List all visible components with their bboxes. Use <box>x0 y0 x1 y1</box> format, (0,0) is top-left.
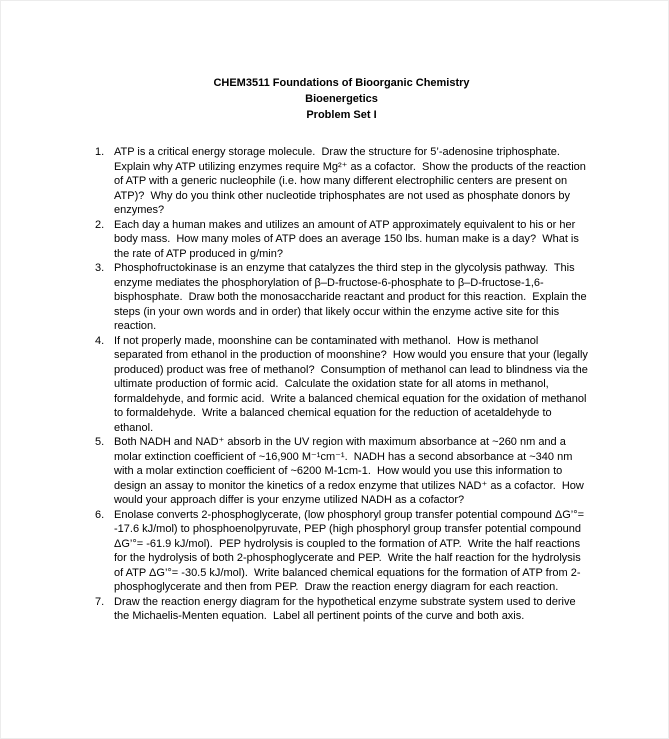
problem-text: Enolase converts 2-phosphoglycerate, (low phosphoryl group transfer potential compound ΔG’°= -17.6 kJ/mol) to phosphoenolpyruvate, PEP (high phosphoryl group transfer potential compound ΔG’°= -61.9 kJ/mol). PEP hydrolysis is coupled to the formation of ATP. Write the half reactions for the hydrolysis of both 2-phosphoglycerate and PEP. Write the half reaction for the hydrolysis of ATP ΔG’°= -30.5 kJ/mol). Write balanced chemical equations for the formation of ATP from 2-phosphoglycerate and then from PEP. Draw the reaction energy diagram for each reaction. <box>114 508 588 593</box>
problem-number: 5. <box>95 436 105 448</box>
problem-text: Both NADH and NAD⁺ absorb in the UV region with maximum absorbance at ~260 nm and a molar extinction coefficient of ~16,900 M⁻¹cm⁻¹. NADH has a second absorbance at ~340 nm with a molar extinction coefficient of ~6200 M-1cm-1. How would you use this information to design an assay to monitor the kinetics of a redox enzyme that utilizes NAD⁺ as a cofactor. How would your approach differ is your enzyme utilized NADH as a cofactor? <box>114 436 587 506</box>
problem-text: Phosphofructokinase is an enzyme that catalyzes the third step in the glycolysis pathway. This enzyme mediates the phosphorylation of β–D-fructose-6-phosphate to β–D-fructose-1,6-bisphosphate. Draw both the monosaccharide reactant and product for this reaction. Explain the steps (in your own words and in order) that likely occur within the enzyme active site for this reaction. <box>114 262 590 332</box>
problem-number: 6. <box>95 508 105 521</box>
problem-text: If not properly made, moonshine can be contaminated with methanol. How is methanol separated from ethanol in the production of moonshine? How would you ensure that your (legally produced) product was free of methanol? Consumption of methanol can lead to blindness via the ultimate production of formic acid. Calculate the oxidation state for all atoms in methanol, formaldehyde, and formic acid. Write a balanced chemical equation for the oxidation of methanol to formaldehyde. Write a balanced chemical equation for the reduction of acetaldehyde to ethanol. <box>114 334 591 434</box>
document-subtitle: Bioenergetics <box>305 93 378 105</box>
problem-list <box>95 145 591 624</box>
problem-item <box>95 145 588 218</box>
problem-item <box>95 334 591 436</box>
document-header <box>95 75 588 123</box>
problem-item <box>95 261 588 334</box>
problem-item <box>95 595 588 624</box>
problem-item <box>95 508 588 595</box>
course-title: CHEM3511 Foundations of Bioorganic Chemistry <box>213 77 470 89</box>
problem-number: 3. <box>95 262 105 274</box>
problem-text: Each day a human makes and utilizes an amount of ATP approximately equivalent to his or her body mass. How many moles of ATP does an average 150 lbs. human make is a day? What is the rate of ATP produced in g/min? <box>114 218 582 260</box>
problem-number: 1. <box>95 146 105 158</box>
problem-text: Draw the reaction energy diagram for the hypothetical enzyme substrate system used to derive the Michaelis-Menten equation. Label all pertinent points of the curve and both axis. <box>114 595 579 622</box>
problem-number: 7. <box>95 595 105 608</box>
problem-number: 4. <box>95 334 105 347</box>
problem-item <box>95 218 588 262</box>
document-title: Problem Set I <box>306 109 377 121</box>
problem-text: ATP is a critical energy storage molecule. Draw the structure for 5’-adenosine triphosphate. Explain why ATP utilizing enzymes require Mg²⁺ as a cofactor. Show the products of the reaction of ATP with a generic nucleophile (i.e. how many different electrophilic centers are present on ATP)? Why do you think other nucleotide triphosphates are not used as phosphate donors by enzymes? <box>114 146 589 216</box>
problem-number: 2. <box>95 218 105 231</box>
problem-item <box>95 435 588 508</box>
